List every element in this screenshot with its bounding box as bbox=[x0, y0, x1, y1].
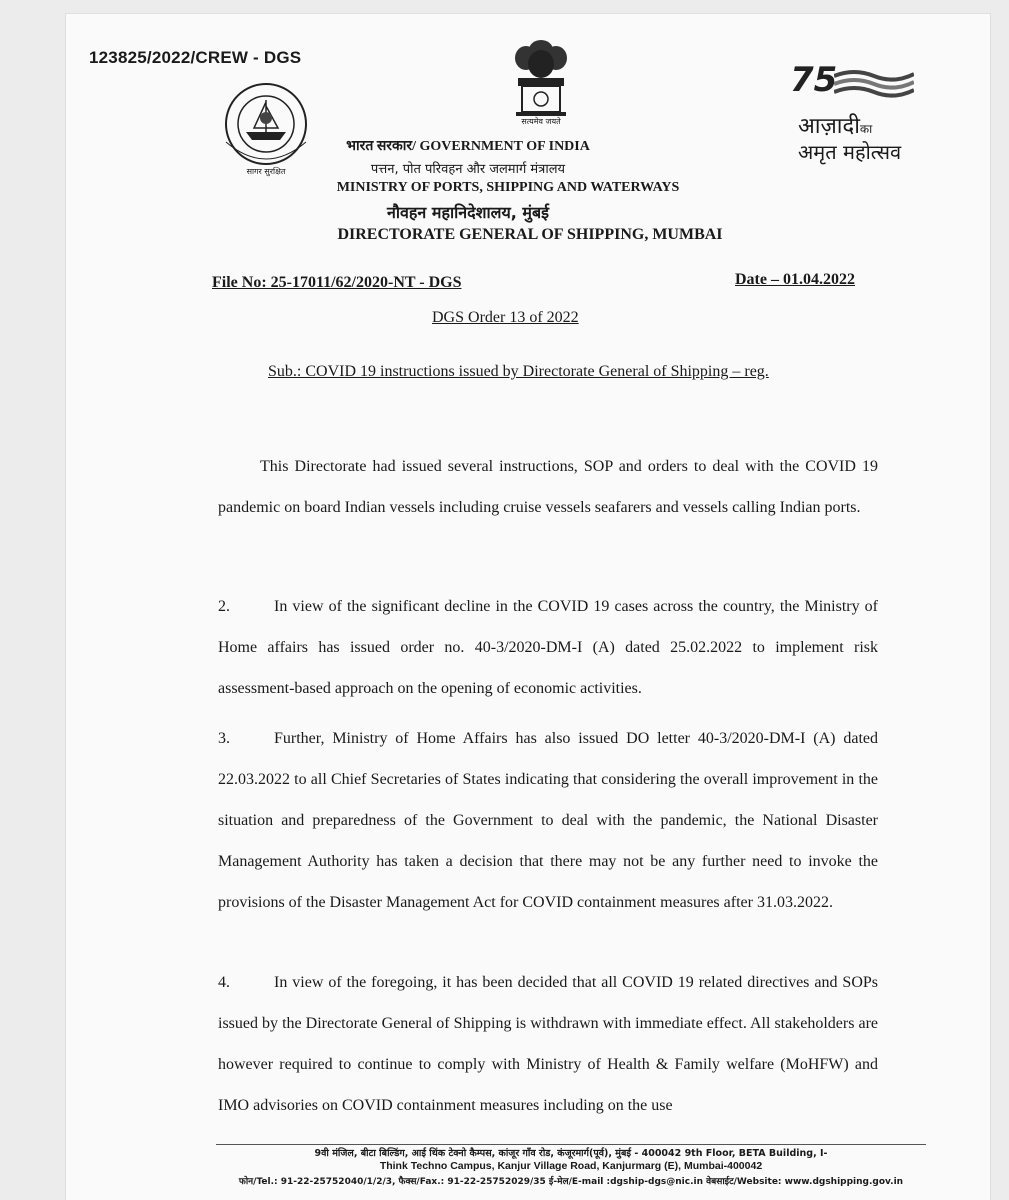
subject-line: Sub.: COVID 19 instructions issued by Directorate General of Shipping – reg. bbox=[268, 363, 769, 380]
reference-stamp: 123825/2022/CREW - DGS bbox=[89, 48, 302, 67]
paragraph-2 bbox=[218, 586, 878, 709]
seal-motto: सागर सुरक्षित bbox=[246, 167, 286, 176]
paragraph-text: In view of the significant decline in the COVID 19 cases across the country, the Ministry of Home affairs has issued order no. 40-3/2020-DM-I (A) dated 25.02.2022 to implement risk assessment-based approach on the opening of economic activities. bbox=[218, 598, 878, 697]
footer-address-line-2: Think Techno Campus, Kanjur Village Road, Kanjurmarg (E), Mumbai-400042 bbox=[379, 1160, 763, 1172]
document-page bbox=[66, 14, 990, 1200]
header-dgs: DIRECTORATE GENERAL OF SHIPPING, MUMBAI bbox=[337, 226, 723, 243]
order-date: Date – 01.04.2022 bbox=[735, 271, 855, 288]
order-title: DGS Order 13 of 2022 bbox=[432, 309, 579, 326]
flag-wave-icon bbox=[834, 68, 914, 98]
paragraph-text: Further, Ministry of Home Affairs has also issued DO letter 40-3/2020-DM-I (A) dated 22.03.2022 to all Chief Secretaries of States indicating that considering the overall improvement in the situation and preparedness of the Government to deal with the pandemic, the National Disaster Management Authority has taken a decision that there may not be any further need to invoke the provisions of the Disaster Management Act for COVID containment measures after 31.03.2022. bbox=[218, 730, 878, 911]
paragraph-number: 3. bbox=[218, 730, 230, 747]
paragraph-4 bbox=[218, 962, 878, 1126]
file-number: File No: 25-17011/62/2020-NT - DGS bbox=[212, 274, 462, 291]
paragraph-number: 2. bbox=[218, 598, 230, 615]
emblem-motto: सत्यमेव जयते bbox=[521, 117, 561, 126]
paragraph-text: This Directorate had issued several instructions, SOP and orders to deal with the COVID 19 pandemic on board Indian vessels including cruise vessels seafarers and vessels calling Indian ports. bbox=[218, 458, 878, 516]
header-ministry: MINISTRY OF PORTS, SHIPPING AND WATERWAYS bbox=[336, 180, 680, 195]
paragraph-3 bbox=[218, 718, 878, 923]
header-govt-of-india: भारत सरकार/ GOVERNMENT OF INDIA bbox=[346, 139, 590, 154]
amrit-text-2: अमृत महोत्सव bbox=[798, 140, 902, 164]
footer-contact-line: फोन/Tel.: 91-22-25752040/1/2/3, फैक्स/Fax.: 91-22-25752029/35 ई-मेल/E-mail :dgship-dgs@nic.in वेबसाईट/Website: www.dgshipping.gov.in bbox=[238, 1177, 904, 1187]
amrit-text-ka: का bbox=[859, 122, 873, 136]
paragraph-1 bbox=[218, 446, 878, 528]
header-dgs-hindi: नौवहन महानिदेशालय, मुंबई bbox=[387, 203, 549, 222]
header-ministry-hindi: पत्तन, पोत परिवहन और जलमार्ग मंत्रालय bbox=[370, 162, 566, 177]
paragraph-text: In view of the foregoing, it has been decided that all COVID 19 related directives and SOPs issued by the Directorate General of Shipping is withdrawn with immediate effect. All stakeholders are however required to continue to comply with Ministry of Health & Family welfare (MoHFW) and IMO advisories on COVID containment measures including on the use bbox=[218, 974, 878, 1114]
amrit-text-1: आज़ादी bbox=[798, 114, 860, 139]
paragraph-number: 4. bbox=[218, 974, 230, 991]
footer-address-line-1: 9वी मंजिल, बीटा बिल्डिंग, आई थिंक टेक्नो कैम्पस, कांजूर गाँव रोड, कंजूरमार्ग(पूर्व), मुंबई - 400042 9th Floor, BETA Building, I- bbox=[314, 1148, 828, 1159]
amrit-75: 75 bbox=[790, 60, 838, 100]
footer-divider bbox=[216, 1144, 926, 1145]
